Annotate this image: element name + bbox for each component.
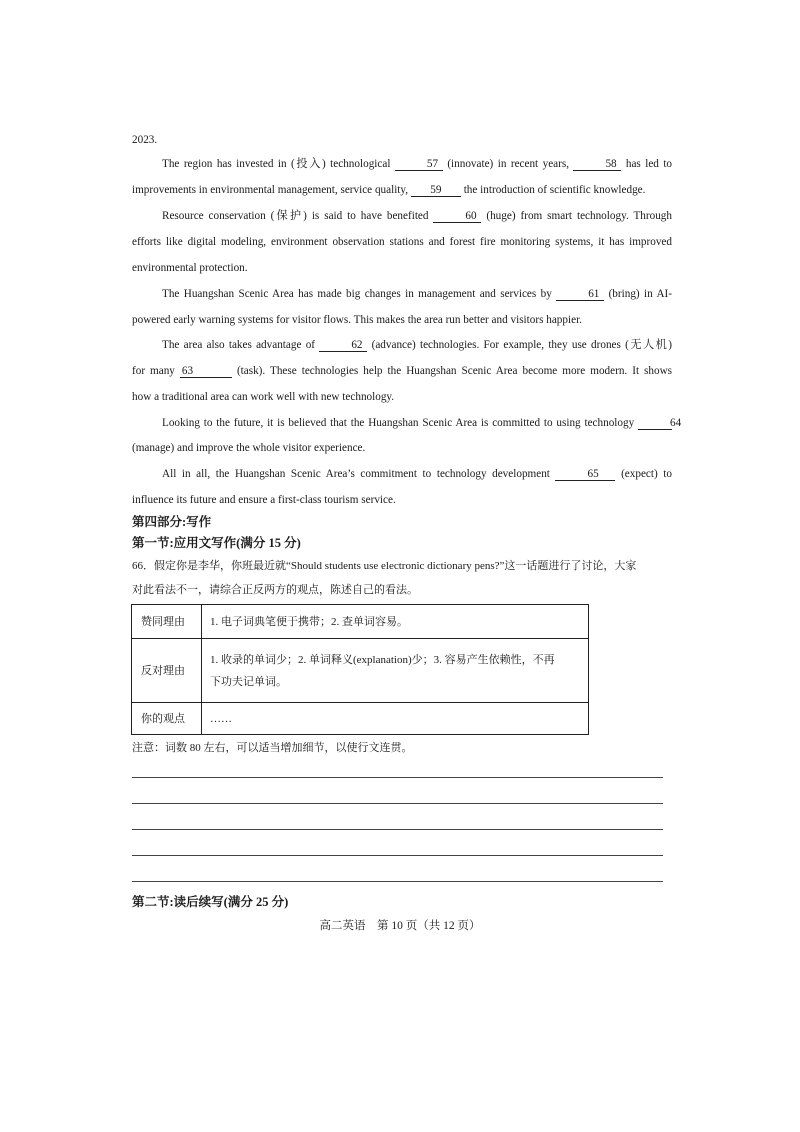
blank-63[interactable]: 63 [180,365,232,378]
blank-57[interactable]: 57 [395,158,443,171]
page-footer: 高二英语 第 10 页（共 12 页） [319,920,481,932]
paragraph-line: how a traditional area can work well with new technology. [132,391,395,403]
paragraph-line: influence its future and ensure a first-class tourism service. [132,494,396,506]
answer-line[interactable] [132,855,663,856]
paragraph-line: Resource conservation (保护) is said to have benefited 60 (huge) from smart technology. Through [162,210,672,222]
table-label: 赞同理由 [132,605,202,639]
answer-line[interactable] [132,829,663,830]
part-title: 第四部分:写作 [132,515,212,529]
answer-line[interactable] [132,881,663,882]
section1-title: 第一节:应用文写作(满分 15 分) [132,536,301,550]
year-text: 2023. [132,134,158,146]
table-label: 反对理由 [132,639,202,703]
answer-line[interactable] [132,803,663,804]
blank-60[interactable]: 60 [433,210,481,223]
table-row [132,605,589,639]
section2-title: 第二节:读后续写(满分 25 分) [132,895,289,909]
paragraph-line: The Huangshan Scenic Area has made big changes in management and services by 61 (bring) in AI- [162,288,673,300]
paragraph-line: for many 63 (task). These technologies help the Huangshan Scenic Area become more modern. It shows [132,365,673,377]
paragraph-line: (manage) and improve the whole visitor experience. [132,442,366,454]
word-count-note: 注意：词数 80 左右，可以适当增加细节，以使行文连贯。 [132,742,413,754]
question-66-line: 对此看法不一，请综合正反两方的观点，陈述自己的看法。 [132,584,418,596]
table-label: 你的观点 [132,703,202,735]
answer-line[interactable] [132,777,663,778]
table-row [132,703,589,735]
blank-65[interactable]: 65 [555,468,615,481]
blank-58[interactable]: 58 [573,158,621,171]
paragraph-line: All in all, the Huangshan Scenic Area’s commitment to technology development 65 (expect) to [162,468,672,480]
blank-59[interactable]: 59 [411,184,461,197]
table-row [132,639,589,703]
table-cell: …… [202,703,589,735]
blank-61[interactable]: 61 [556,288,604,301]
table-cell: 1. 收录的单词少；2. 单词释义(explanation)少；3. 容易产生依赖性，不再 下功夫记单词。 [202,639,589,703]
opinion-table [131,604,589,735]
blank-62[interactable]: 62 [319,339,367,352]
table-cell: 1. 电子词典笔便于携带；2. 查单词容易。 [202,605,589,639]
paragraph-line: improvements in environmental management, service quality, 59 the introduction of scientific knowledge. [132,184,646,196]
paragraph-line: Looking to the future, it is believed that the Huangshan Scenic Area is committed to using technology 64 [162,417,682,429]
paragraph-line: efforts like digital modeling, environment observation stations and forest fire monitoring systems, it has improved [132,236,672,248]
paragraph-line: The region has invested in (投入) technological 57 (innovate) in recent years, 58 has led to [162,158,673,170]
paragraph-line: environmental protection. [132,262,248,274]
paragraph-line: The area also takes advantage of 62 (advance) technologies. For example, they use drones (无人机) [162,339,673,351]
paragraph-line: powered early warning systems for visitor flows. This makes the area run better and visitors happier. [132,314,582,326]
blank-64[interactable]: 64 [638,417,672,430]
question-66-line: 66．假定你是李华，你班最近就“Should students use electronic dictionary pens?”这一话题进行了讨论，大家 [132,560,637,572]
